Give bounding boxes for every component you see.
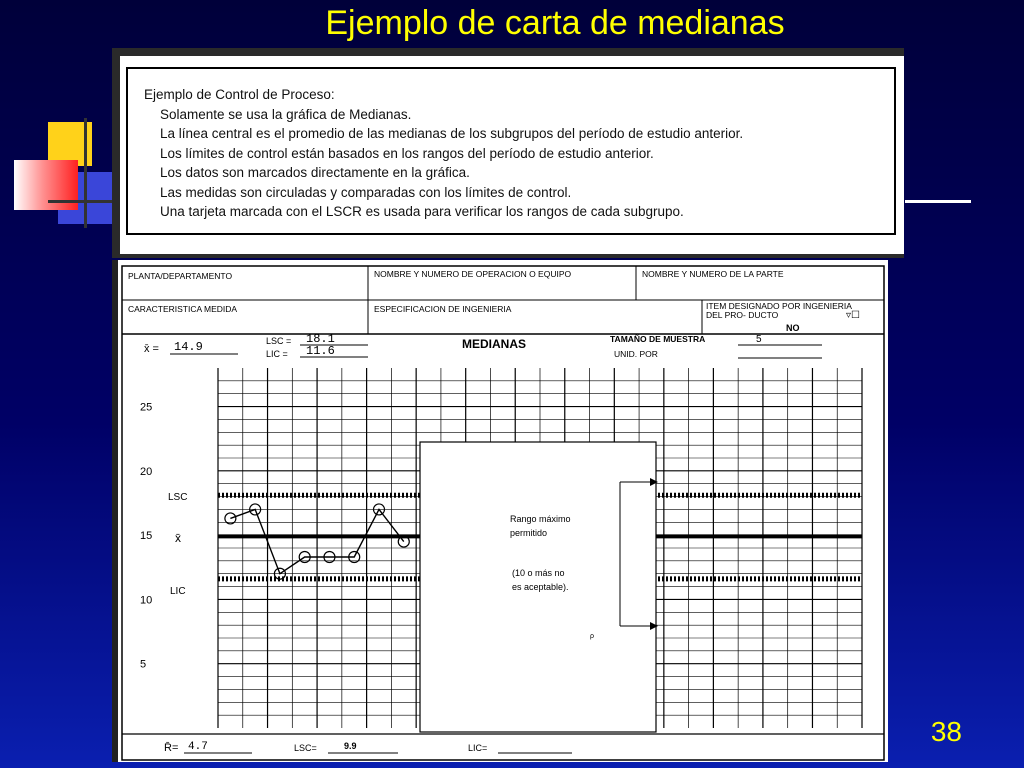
process-control-text-box <box>112 48 904 258</box>
text-line: Los datos son marcados directamente en la gráfica. <box>160 165 470 180</box>
text-line-heading: Ejemplo de Control de Proceso: <box>144 87 335 102</box>
lsc-value: 18.1 <box>306 332 335 346</box>
footer-r-label: R̄= <box>164 742 179 754</box>
y-tick-label: 25 <box>140 401 153 414</box>
row-label-xbar: x̄ <box>175 531 181 545</box>
text-line: Solamente se usa la gráfica de Medianas. <box>160 106 412 122</box>
chart-title: MEDIANAS <box>462 337 527 351</box>
card-mark: ρ <box>590 633 594 640</box>
footer-lsc-value: 9.9 <box>344 741 357 751</box>
y-tick-label: 20 <box>140 465 153 478</box>
label-planta: PLANTA/DEPARTAMENTO <box>128 271 233 281</box>
label-caracteristica: CARACTERISTICA MEDIDA <box>128 304 238 314</box>
card-line-4: es aceptable). <box>512 582 569 592</box>
text-line: Una tarjeta marcada con el LSCR es usada para verificar los rangos de cada subgrupo. <box>160 204 684 219</box>
page-number: 38 <box>930 716 962 747</box>
text-line: Las medidas son circuladas y comparadas con los límites de control. <box>160 184 572 200</box>
xbar-value: 14.9 <box>174 340 203 354</box>
unid-label: UNID. POR <box>614 349 658 359</box>
card-line-1: Rango máximo <box>510 514 571 524</box>
item-value: NO <box>786 323 800 333</box>
row-label-lsc: LSC <box>168 492 188 503</box>
median-chart-form <box>112 260 888 762</box>
label-item-wrap <box>706 302 858 334</box>
lic-value: 11.6 <box>306 344 335 358</box>
form-svg <box>118 260 888 762</box>
card-line-3: (10 o más no <box>512 568 565 578</box>
decor-right-rule <box>905 200 971 203</box>
footer-lic-label: LIC= <box>468 743 488 753</box>
card-line-2: permitido <box>510 528 548 538</box>
footer-r-value: 4.7 <box>188 741 208 753</box>
chart-y-ticks <box>140 402 152 671</box>
row-label-lic: LIC <box>170 586 186 597</box>
label-operacion: NOMBRE Y NUMERO DE OPERACION O EQUIPO <box>374 269 572 279</box>
y-tick-label: 10 <box>140 594 153 607</box>
slide-title: Ejemplo de carta de medianas <box>325 4 785 42</box>
footer-lsc-label: LSC= <box>294 743 317 753</box>
xbar-label: x̄ = <box>144 343 159 355</box>
label-item: ITEM DESIGNADO POR INGENIERIA DEL PRO- DUCTO <box>706 302 852 320</box>
decor-vertical-line <box>84 118 87 228</box>
y-tick-label: 15 <box>140 530 153 543</box>
label-especificacion: ESPECIFICACION DE INGENIERIA <box>374 304 512 314</box>
item-checkbox-glyph: ▿☐ <box>846 310 860 321</box>
sample-size-value: 5 <box>756 334 762 345</box>
label-parte: NOMBRE Y NUMERO DE LA PARTE <box>642 269 784 279</box>
lsc-label: LSC = <box>266 336 292 346</box>
text-box-frame <box>126 67 896 235</box>
y-tick-label: 5 <box>140 658 147 671</box>
text-line: Los límites de control están basados en los rangos del período de estudio anterior. <box>160 145 654 161</box>
sample-size-label: TAMAÑO DE MUESTRA <box>610 334 706 344</box>
text-line: La línea central es el promedio de las medianas de los subgrupos del período de estudio anterior. <box>160 126 744 141</box>
lic-label: LIC = <box>266 349 288 359</box>
